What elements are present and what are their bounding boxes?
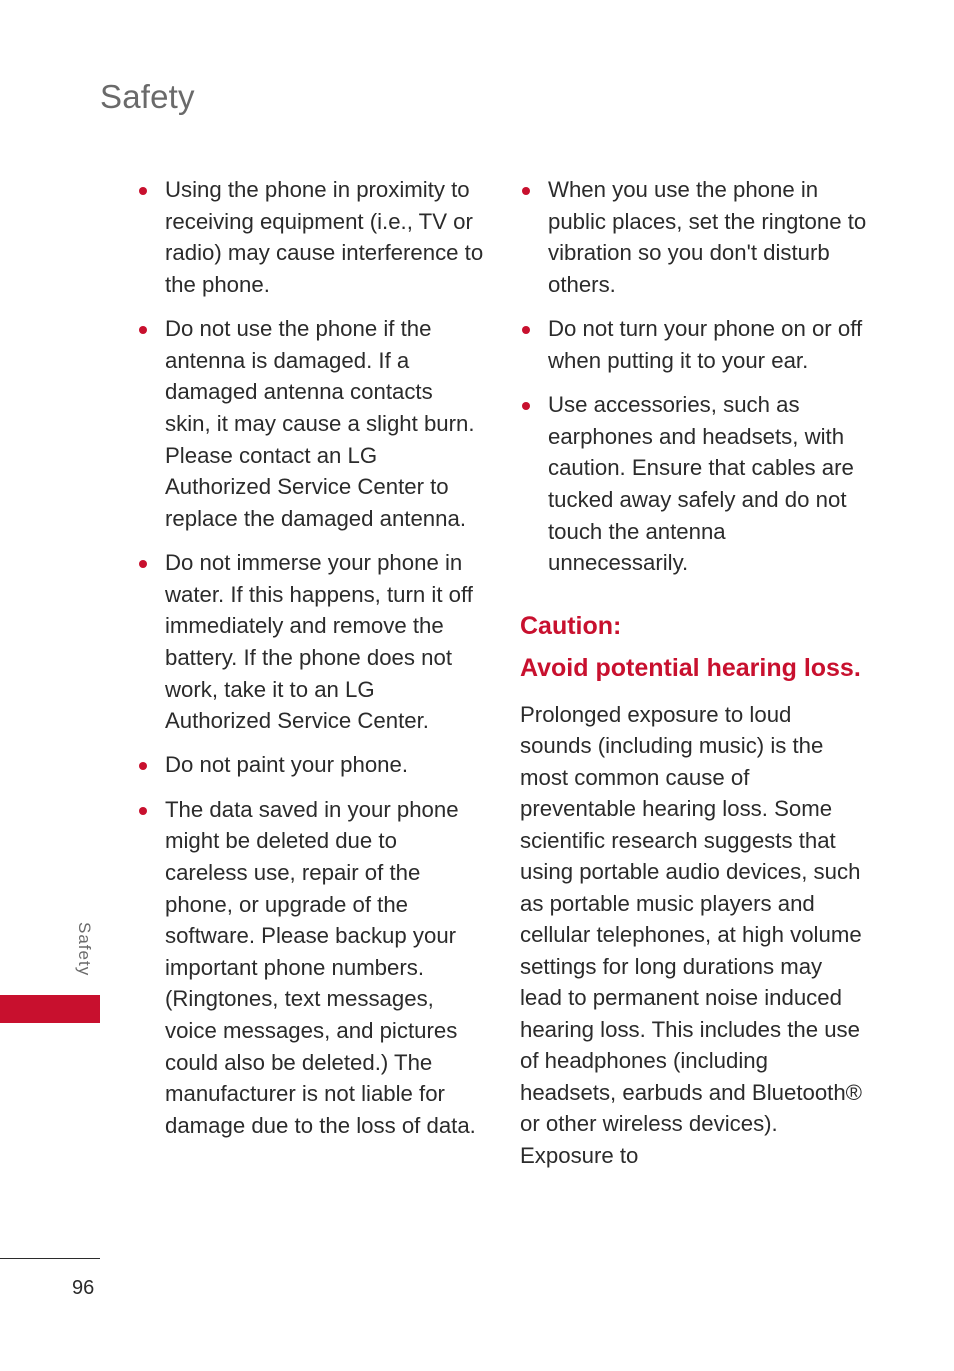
list-item-text: Do not paint your phone. xyxy=(165,752,409,778)
page-title: Safety xyxy=(100,78,195,115)
list-item-text: Using the phone in proximity to receiving equipment (i.e., TV or radio) may cause interference to the phone. xyxy=(165,177,484,297)
list-item-text: Do not turn your phone on or off when putting it to your ear. xyxy=(548,316,863,373)
list-item xyxy=(517,389,867,579)
list-item xyxy=(134,313,484,534)
list-item-text: Do not use the phone if the antenna is damaged. If a damaged antenna contacts skin, it may cause a slight burn. Please contact an LG Authorized Service Center to replace the damaged antenna. xyxy=(165,316,475,531)
left-column xyxy=(134,174,484,1154)
hearing-loss-paragraph: Prolonged exposure to loud sounds (including music) is the most common cause of preventable hearing loss. Some scientific research suggests that using portable audio devices, such as portable music players and cellular telephones, at high volume settings for long durations may lead to permanent noise induced hearing loss. This includes the use of headphones (including headsets, earbuds and Bluetooth® or other wireless devices). Exposure to xyxy=(520,701,863,1168)
bullet-icon xyxy=(139,807,147,815)
bullet-icon xyxy=(522,326,530,334)
list-item xyxy=(517,313,867,376)
bullet-icon xyxy=(139,187,147,195)
caution-label: Caution: xyxy=(520,611,622,640)
list-item-text: The data saved in your phone might be deleted due to careless use, repair of the phone, or upgrade of the software. Please backup your important phone numbers. (Ringtones, text messages, voice messages, and pictures could also be deleted.) The manufacturer is not liable for damage due to the loss of data. xyxy=(165,796,476,1138)
caution-heading xyxy=(520,605,867,689)
list-item-text: Do not immerse your phone in water. If this happens, turn it off immediately and remove the battery. If the phone does not work, take it to an LG Authorized Service Center. xyxy=(165,550,473,734)
bullet-icon xyxy=(139,326,147,334)
list-item-text: Use accessories, such as earphones and headsets, with caution. Ensure that cables are tucked away safely and do not touch the antenna unnecessarily. xyxy=(548,392,854,576)
footer-divider xyxy=(0,1258,100,1259)
list-item xyxy=(134,547,484,737)
caution-title: Avoid potential hearing loss. xyxy=(520,653,861,682)
right-bullet-list xyxy=(517,174,867,579)
bullet-icon xyxy=(522,402,530,410)
bullet-icon xyxy=(139,560,147,568)
list-item-text: When you use the phone in public places, set the ringtone to vibration so you don't disturb others. xyxy=(548,177,867,297)
right-column xyxy=(517,174,867,1171)
list-item xyxy=(134,174,484,300)
bullet-icon xyxy=(139,762,147,770)
left-bullet-list xyxy=(134,174,484,1141)
page-number: 96 xyxy=(72,1277,95,1299)
section-side-label: Safety xyxy=(75,922,94,977)
list-item xyxy=(134,749,484,781)
list-item xyxy=(134,794,484,1142)
bullet-icon xyxy=(522,187,530,195)
list-item xyxy=(517,174,867,300)
section-tab-marker xyxy=(0,995,100,1023)
